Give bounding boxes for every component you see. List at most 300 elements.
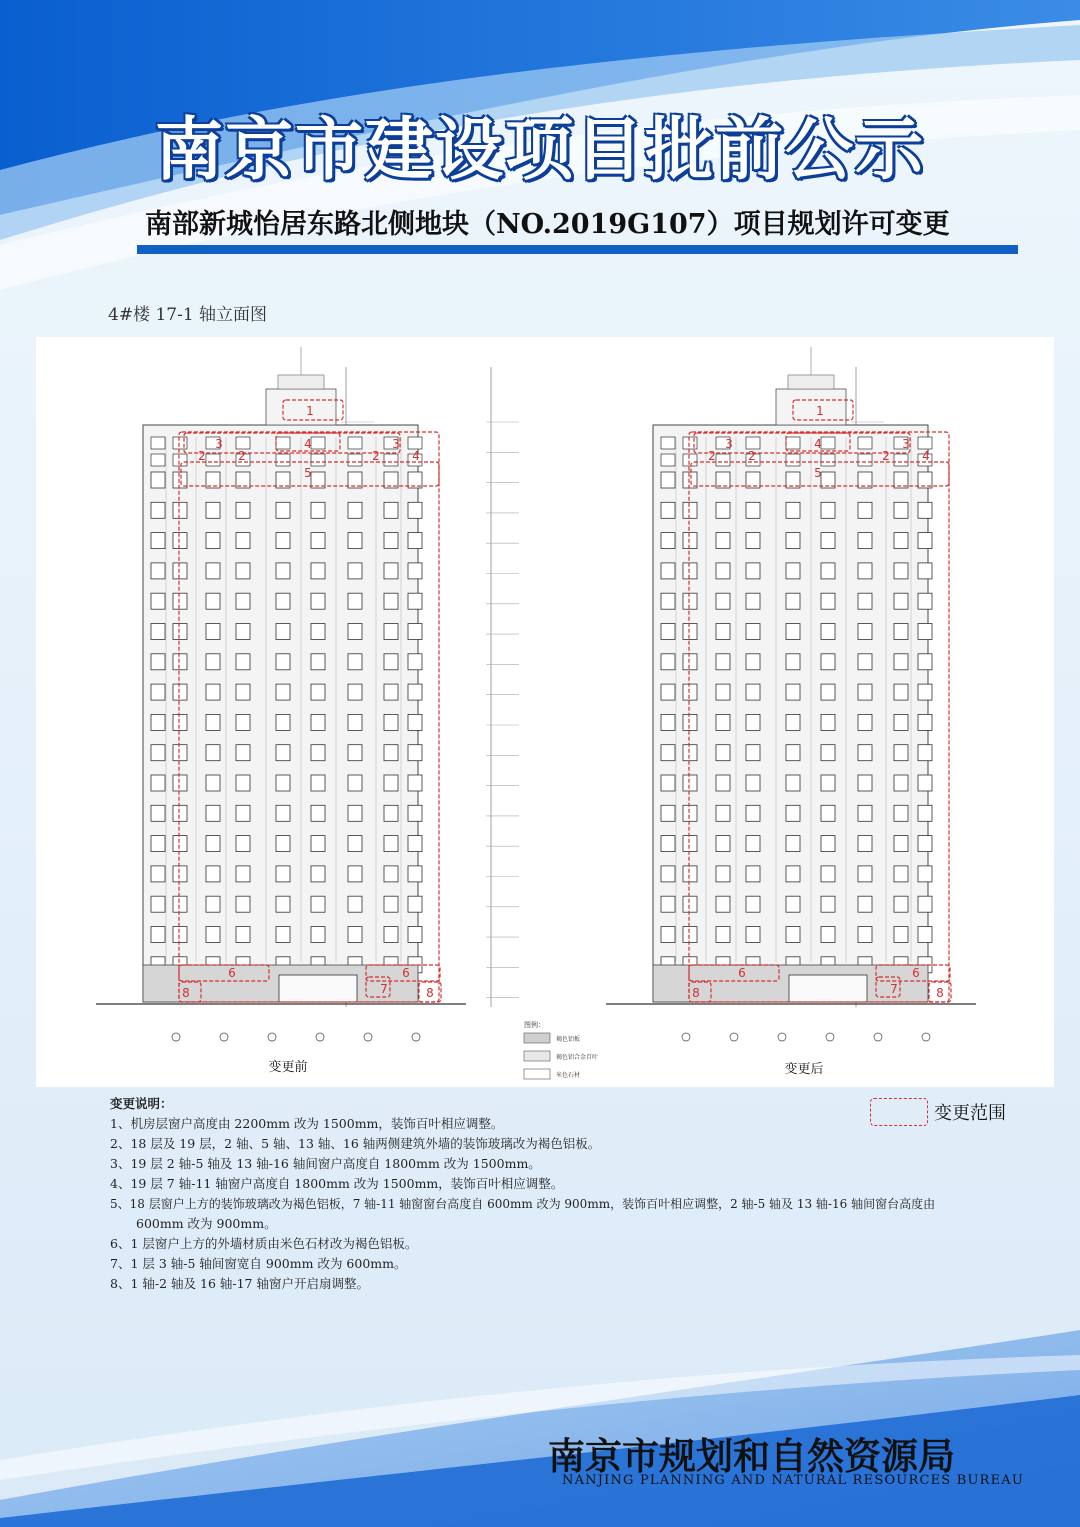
- window: [236, 745, 250, 761]
- legend-swatch: [524, 1051, 550, 1061]
- notes-heading: 变更说明：: [110, 1096, 173, 1111]
- window: [311, 836, 325, 852]
- window: [384, 454, 398, 466]
- window: [746, 805, 760, 821]
- window: [384, 624, 398, 640]
- window: [786, 896, 800, 912]
- window: [661, 714, 675, 730]
- window: [894, 714, 908, 730]
- window: [716, 654, 730, 670]
- window: [786, 533, 800, 549]
- window: [408, 775, 422, 791]
- window: [276, 866, 290, 882]
- window: [348, 896, 362, 912]
- window: [661, 437, 675, 449]
- window: [821, 454, 835, 466]
- window: [206, 805, 220, 821]
- window: [894, 836, 908, 852]
- window: [276, 563, 290, 579]
- note-item: 1、机房层窗户高度由 2200mm 改为 1500mm，装饰百叶相应调整。: [110, 1116, 504, 1131]
- window: [173, 866, 187, 882]
- window: [821, 775, 835, 791]
- window: [716, 745, 730, 761]
- zone-number: 8: [692, 986, 700, 1000]
- window: [384, 836, 398, 852]
- window: [173, 896, 187, 912]
- subtitle-underline: [137, 245, 1018, 254]
- window: [894, 654, 908, 670]
- window: [746, 502, 760, 518]
- window: [918, 437, 932, 449]
- window: [918, 805, 932, 821]
- roof-top: [278, 375, 324, 389]
- window: [683, 563, 697, 579]
- window: [173, 805, 187, 821]
- window: [408, 896, 422, 912]
- window: [236, 805, 250, 821]
- window: [918, 533, 932, 549]
- zone-number: 5: [814, 466, 822, 480]
- window: [786, 684, 800, 700]
- zone-number: 4: [304, 437, 312, 451]
- zone-number: 4: [922, 449, 930, 463]
- window: [746, 927, 760, 943]
- window: [206, 836, 220, 852]
- window: [716, 563, 730, 579]
- window: [348, 927, 362, 943]
- axis-bubble: [364, 1033, 372, 1041]
- window: [746, 593, 760, 609]
- window: [716, 927, 730, 943]
- window: [311, 654, 325, 670]
- window: [786, 593, 800, 609]
- window: [683, 533, 697, 549]
- zone-number: 6: [738, 966, 746, 980]
- window: [683, 775, 697, 791]
- axis-bubble: [268, 1033, 276, 1041]
- window: [716, 775, 730, 791]
- window: [683, 836, 697, 852]
- window: [683, 593, 697, 609]
- window: [384, 593, 398, 609]
- window: [746, 654, 760, 670]
- window: [918, 593, 932, 609]
- window: [384, 745, 398, 761]
- window: [918, 836, 932, 852]
- window: [661, 654, 675, 670]
- window: [408, 624, 422, 640]
- window: [151, 684, 165, 700]
- zone-number: 6: [402, 966, 410, 980]
- window: [206, 654, 220, 670]
- legend-item: 褐色铝合金百叶: [556, 1054, 599, 1061]
- window: [276, 745, 290, 761]
- window: [384, 714, 398, 730]
- window: [151, 654, 165, 670]
- window: [173, 775, 187, 791]
- window: [276, 533, 290, 549]
- window: [173, 533, 187, 549]
- window: [408, 714, 422, 730]
- window: [348, 454, 362, 466]
- window: [311, 866, 325, 882]
- window: [918, 927, 932, 943]
- window: [151, 533, 165, 549]
- window: [384, 533, 398, 549]
- zone-number: 2: [198, 449, 206, 463]
- note-item: 4、19 层 7 轴-11 轴窗户高度自 1800mm 改为 1500mm，装饰百叶相应调整。: [110, 1176, 564, 1191]
- after-label: 变更后: [784, 1062, 824, 1077]
- elevation-svg: [36, 337, 1054, 1087]
- window: [151, 714, 165, 730]
- window: [858, 437, 872, 449]
- window: [236, 714, 250, 730]
- window: [683, 866, 697, 882]
- window: [236, 775, 250, 791]
- zone-number: 7: [380, 982, 388, 996]
- window: [786, 805, 800, 821]
- window: [858, 775, 872, 791]
- window: [858, 866, 872, 882]
- window: [716, 454, 730, 466]
- window: [384, 684, 398, 700]
- axis-bubble: [874, 1033, 882, 1041]
- window: [236, 896, 250, 912]
- window: [821, 654, 835, 670]
- window: [276, 624, 290, 640]
- window: [206, 593, 220, 609]
- window: [311, 805, 325, 821]
- window: [151, 437, 165, 449]
- window: [661, 866, 675, 882]
- window: [858, 714, 872, 730]
- window: [276, 502, 290, 518]
- zone-number: 4: [814, 437, 822, 451]
- window: [746, 866, 760, 882]
- window: [236, 866, 250, 882]
- window: [276, 437, 290, 449]
- window: [151, 775, 165, 791]
- window: [716, 805, 730, 821]
- zone-number: 7: [890, 982, 898, 996]
- window: [716, 836, 730, 852]
- window: [746, 684, 760, 700]
- window: [384, 775, 398, 791]
- note-item: 8、1 轴-2 轴及 16 轴-17 轴窗户开启扇调整。: [110, 1276, 369, 1291]
- window: [918, 624, 932, 640]
- zone-number: 3: [902, 437, 910, 451]
- window: [683, 502, 697, 518]
- window: [786, 624, 800, 640]
- axis-bubble: [730, 1033, 738, 1041]
- window: [821, 684, 835, 700]
- window: [858, 533, 872, 549]
- window: [173, 563, 187, 579]
- window: [661, 745, 675, 761]
- window: [348, 533, 362, 549]
- window: [173, 654, 187, 670]
- window: [918, 745, 932, 761]
- window: [786, 437, 800, 449]
- window: [661, 624, 675, 640]
- window: [311, 896, 325, 912]
- window: [661, 775, 675, 791]
- before-label: 变更前: [268, 1060, 308, 1075]
- window: [858, 563, 872, 579]
- window: [151, 624, 165, 640]
- window: [151, 866, 165, 882]
- window: [746, 563, 760, 579]
- window: [236, 836, 250, 852]
- window: [348, 593, 362, 609]
- change-notes: [110, 1094, 990, 1294]
- window: [858, 927, 872, 943]
- window: [661, 533, 675, 549]
- zone-number: 8: [182, 986, 190, 1000]
- zone-number: 3: [725, 437, 733, 451]
- axis-bubble: [922, 1033, 930, 1041]
- window: [236, 533, 250, 549]
- zone-number: 1: [306, 404, 314, 418]
- window: [821, 896, 835, 912]
- window: [661, 836, 675, 852]
- window: [821, 745, 835, 761]
- window: [746, 437, 760, 449]
- zone-number: 4: [412, 449, 420, 463]
- window: [348, 866, 362, 882]
- window: [716, 593, 730, 609]
- note-item: 5、18 层窗户上方的装饰玻璃改为褐色铝板，7 轴-11 轴窗窗台高度自 600mm 改为 900mm，装饰百叶相应调整，2 轴-5 轴及 13 轴-16 轴间窗台高度由: [110, 1197, 936, 1211]
- window: [348, 775, 362, 791]
- window: [173, 836, 187, 852]
- window: [786, 866, 800, 882]
- note-item-continued: 600mm 改为 900mm。: [136, 1216, 277, 1231]
- zone-number: 6: [912, 966, 920, 980]
- window: [894, 533, 908, 549]
- window: [408, 533, 422, 549]
- axis-bubble: [220, 1033, 228, 1041]
- window: [408, 866, 422, 882]
- zone-number: 2: [372, 449, 380, 463]
- window: [894, 927, 908, 943]
- window: [918, 654, 932, 670]
- window: [408, 502, 422, 518]
- zone-number: 2: [748, 449, 756, 463]
- axis-bubble: [826, 1033, 834, 1041]
- window: [894, 624, 908, 640]
- zone-number: 6: [228, 966, 236, 980]
- window: [311, 927, 325, 943]
- legend-item: 米色石材: [556, 1072, 581, 1079]
- window: [206, 775, 220, 791]
- window: [858, 502, 872, 518]
- window: [661, 593, 675, 609]
- window: [311, 437, 325, 449]
- window: [236, 593, 250, 609]
- window: [918, 896, 932, 912]
- window: [894, 684, 908, 700]
- window: [276, 896, 290, 912]
- legend-swatch: [524, 1033, 550, 1043]
- window: [858, 624, 872, 640]
- window: [661, 805, 675, 821]
- window: [206, 714, 220, 730]
- window: [151, 836, 165, 852]
- window: [786, 927, 800, 943]
- window: [661, 502, 675, 518]
- window: [206, 563, 220, 579]
- axis-bubble: [316, 1033, 324, 1041]
- window: [683, 896, 697, 912]
- window: [206, 896, 220, 912]
- window: [206, 533, 220, 549]
- window: [746, 775, 760, 791]
- bureau-name-en: NANJING PLANNING AND NATURAL RESOURCES BUREAU: [562, 1473, 1025, 1488]
- zone-number: 8: [426, 986, 434, 1000]
- window: [348, 836, 362, 852]
- window: [173, 502, 187, 518]
- window: [173, 624, 187, 640]
- window: [746, 896, 760, 912]
- window: [408, 684, 422, 700]
- window: [348, 502, 362, 518]
- window: [821, 437, 835, 449]
- window: [311, 533, 325, 549]
- window: [276, 836, 290, 852]
- note-item: 7、1 层 3 轴-5 轴间窗宽自 900mm 改为 600mm。: [110, 1256, 407, 1271]
- window: [858, 896, 872, 912]
- window: [206, 745, 220, 761]
- window: [173, 454, 187, 466]
- window: [858, 745, 872, 761]
- note-item: 2、18 层及 19 层，2 轴、5 轴、13 轴、16 轴两侧建筑外墙的装饰玻璃改为褐色铝板。: [110, 1136, 601, 1151]
- window: [683, 454, 697, 466]
- window: [408, 745, 422, 761]
- window: [173, 927, 187, 943]
- window: [311, 593, 325, 609]
- change-scope-swatch: [870, 1098, 928, 1126]
- window: [384, 563, 398, 579]
- window: [151, 502, 165, 518]
- window: [236, 927, 250, 943]
- window: [173, 745, 187, 761]
- window: [918, 775, 932, 791]
- window: [311, 684, 325, 700]
- project-subtitle: 南部新城怡居东路北侧地块（NO.2019G107）项目规划许可变更: [145, 209, 950, 240]
- window: [173, 684, 187, 700]
- window: [746, 745, 760, 761]
- window: [151, 472, 165, 488]
- window: [276, 654, 290, 670]
- window: [151, 805, 165, 821]
- window: [384, 896, 398, 912]
- window: [821, 502, 835, 518]
- window: [408, 437, 422, 449]
- window: [311, 745, 325, 761]
- entrance: [789, 975, 867, 1002]
- window: [894, 563, 908, 579]
- window: [746, 533, 760, 549]
- window: [858, 684, 872, 700]
- window: [894, 866, 908, 882]
- window: [236, 502, 250, 518]
- window: [716, 502, 730, 518]
- window: [821, 593, 835, 609]
- window: [661, 927, 675, 943]
- window: [276, 775, 290, 791]
- window: [151, 563, 165, 579]
- window: [716, 866, 730, 882]
- window: [918, 563, 932, 579]
- window: [821, 714, 835, 730]
- window: [894, 593, 908, 609]
- elevation-drawing: [36, 337, 1054, 1087]
- zone-number: 3: [392, 437, 400, 451]
- zone-number: 2: [882, 449, 890, 463]
- window: [786, 563, 800, 579]
- window: [348, 714, 362, 730]
- window: [311, 454, 325, 466]
- window: [151, 745, 165, 761]
- window: [206, 684, 220, 700]
- window: [894, 775, 908, 791]
- window: [384, 654, 398, 670]
- window: [716, 896, 730, 912]
- window: [151, 454, 165, 466]
- window: [408, 563, 422, 579]
- window: [348, 805, 362, 821]
- window: [348, 437, 362, 449]
- window: [408, 805, 422, 821]
- window: [786, 775, 800, 791]
- window: [894, 896, 908, 912]
- window: [894, 805, 908, 821]
- window: [918, 866, 932, 882]
- window: [786, 745, 800, 761]
- window: [858, 454, 872, 466]
- legend-title: 图例：: [524, 1021, 545, 1029]
- window: [408, 654, 422, 670]
- window: [276, 927, 290, 943]
- window: [786, 714, 800, 730]
- window: [821, 805, 835, 821]
- window: [918, 502, 932, 518]
- window: [661, 454, 675, 466]
- zone-number: 2: [238, 449, 246, 463]
- entrance: [279, 975, 357, 1002]
- note-item: 6、1 层窗户上方的外墙材质由米色石材改为褐色铝板。: [110, 1236, 418, 1251]
- window: [311, 714, 325, 730]
- window: [206, 866, 220, 882]
- window: [821, 533, 835, 549]
- change-scope-label: 变更范围: [934, 1103, 1006, 1124]
- window: [716, 533, 730, 549]
- window: [786, 454, 800, 466]
- zone-number: 2: [708, 449, 716, 463]
- window: [716, 684, 730, 700]
- window: [746, 624, 760, 640]
- zone-number: 1: [816, 404, 824, 418]
- zone-number: 8: [936, 986, 944, 1000]
- window: [683, 654, 697, 670]
- window: [236, 437, 250, 449]
- window: [683, 437, 697, 449]
- roof-top: [788, 375, 834, 389]
- window: [683, 684, 697, 700]
- axis-bubble: [172, 1033, 180, 1041]
- window: [661, 684, 675, 700]
- bureau-name: 南京市规划和自然资源局: [548, 1434, 955, 1478]
